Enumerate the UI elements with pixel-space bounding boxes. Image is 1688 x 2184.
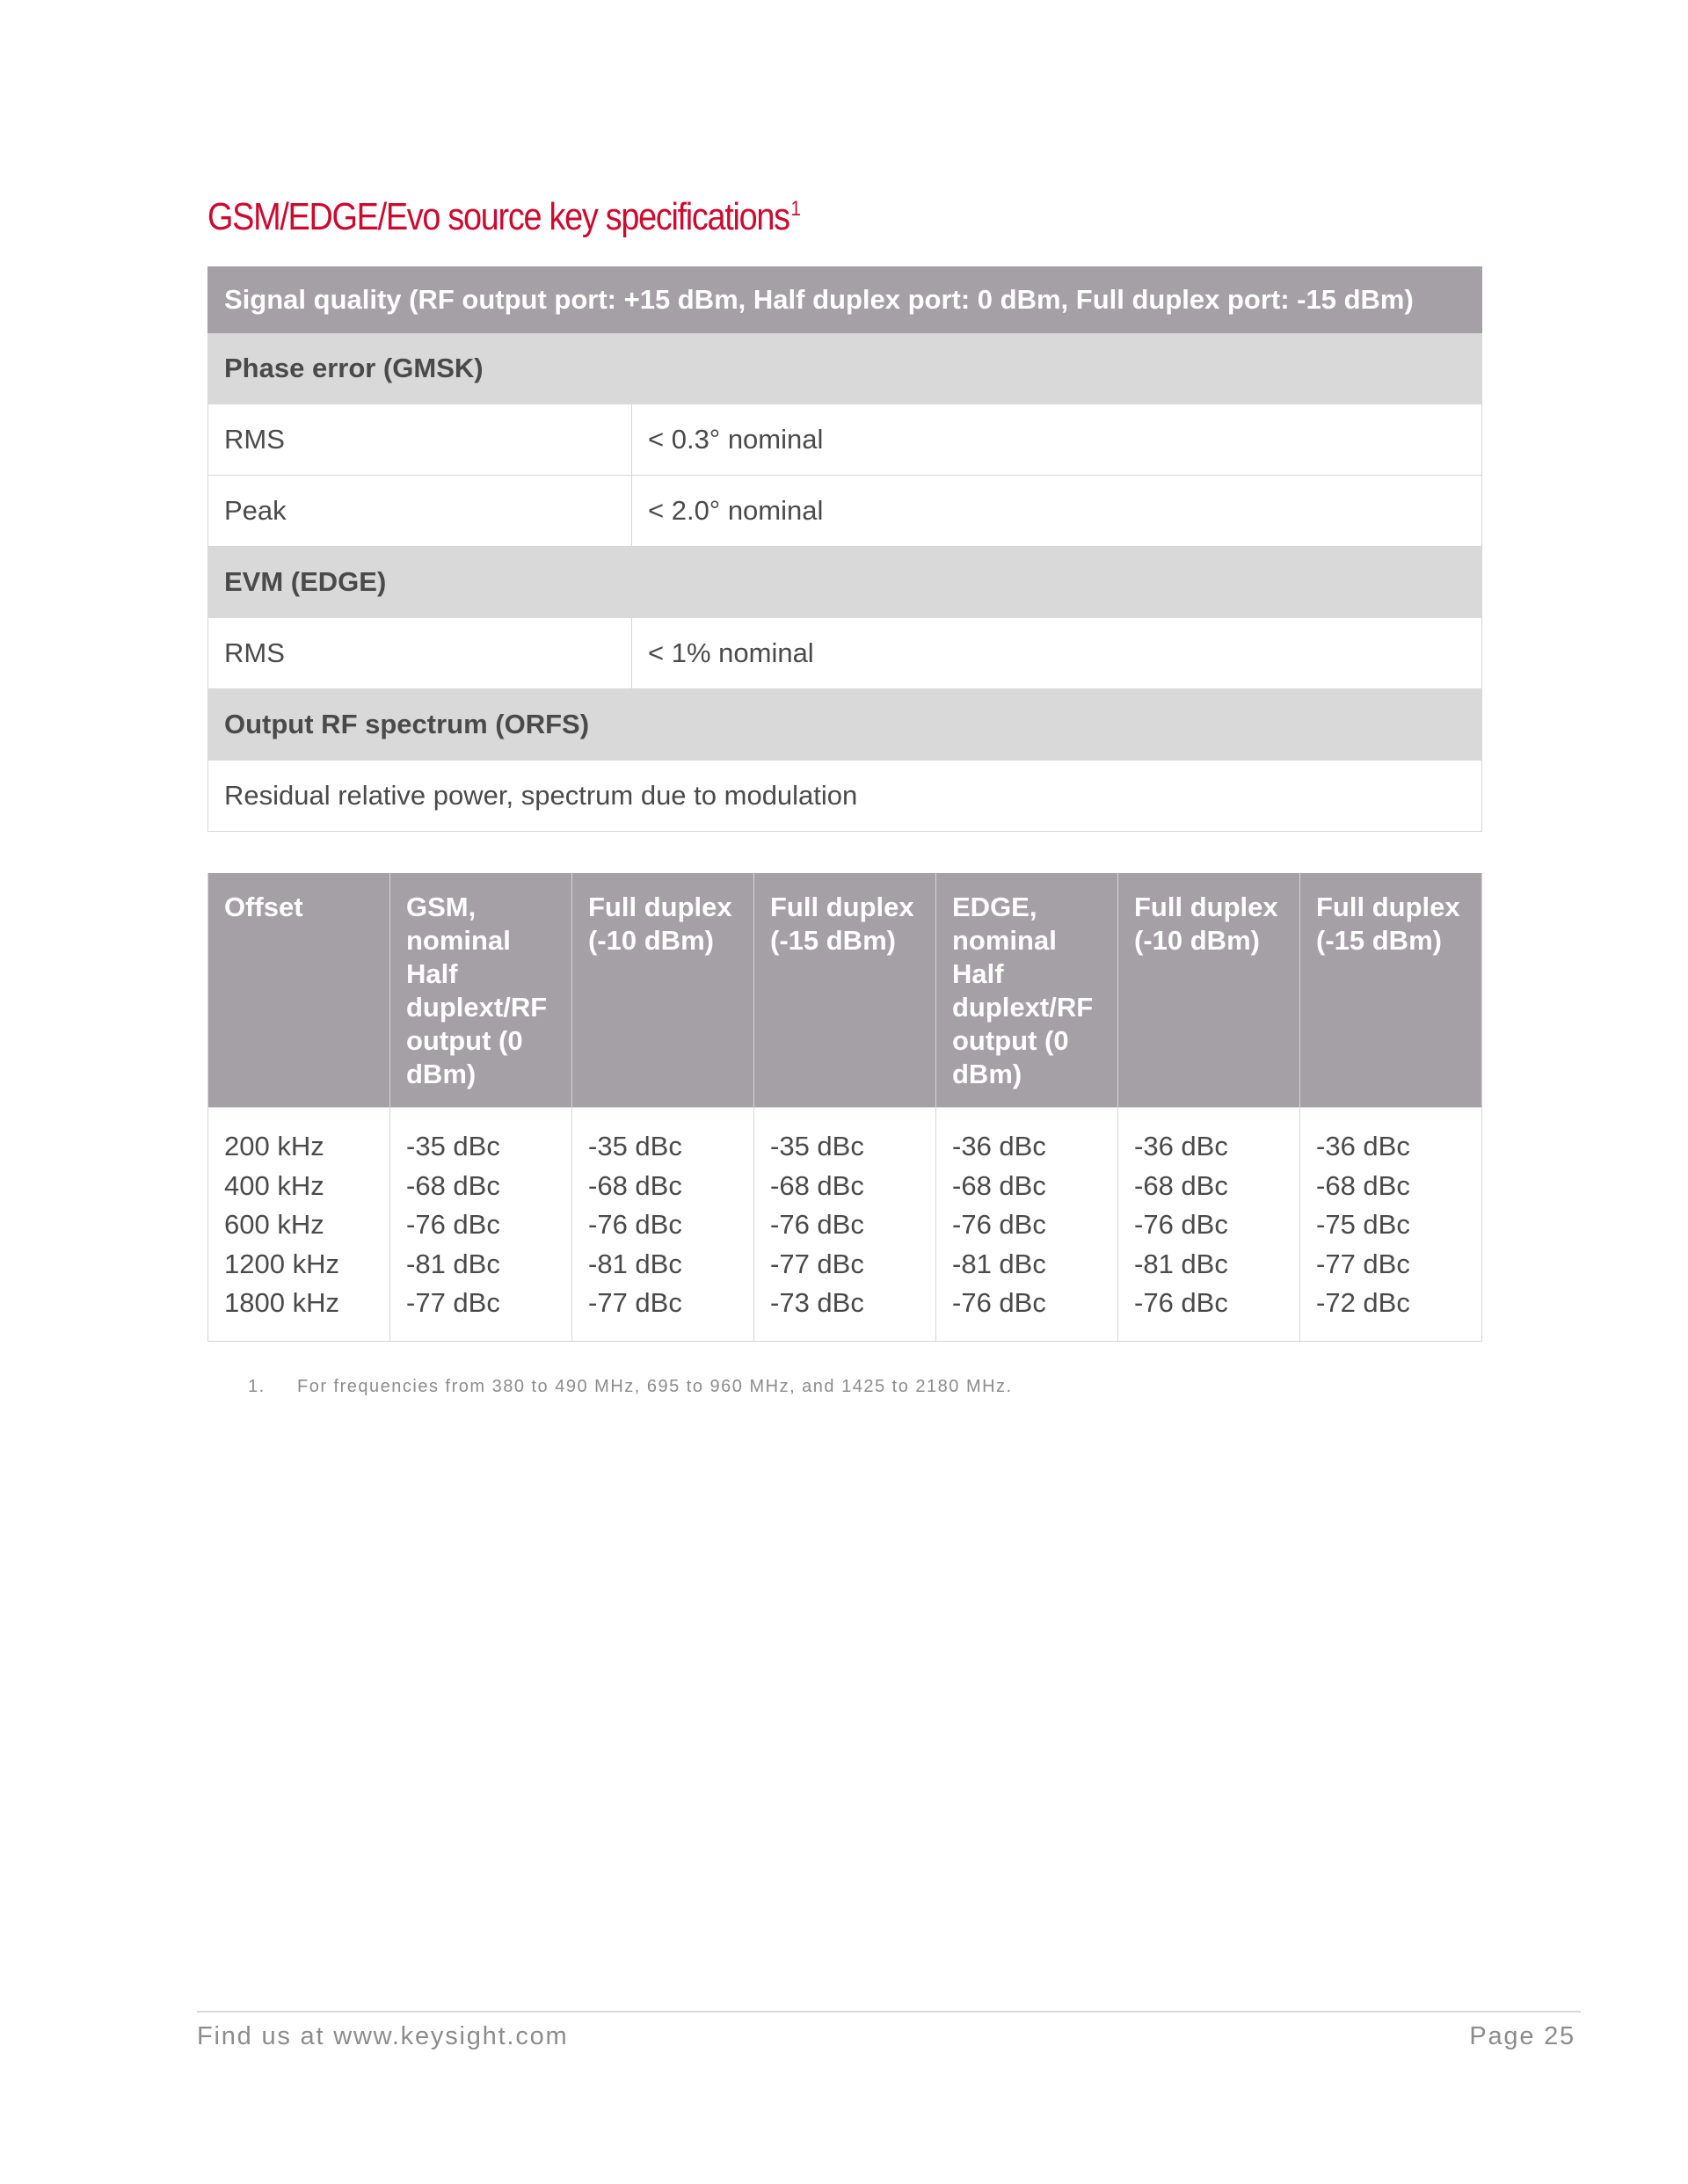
footer-page-number: Page 25: [1469, 2022, 1575, 2050]
footer-divider: [197, 2011, 1581, 2013]
orfs-gsm-full-duplex-15-column: [754, 1108, 936, 1342]
orfs-cell: -36 dBc: [952, 1131, 1046, 1161]
orfs-gsm-full-duplex-10-column: [572, 1108, 754, 1342]
footer-website: Find us at www.keysight.com: [197, 2022, 569, 2050]
evm-heading: EVM (EDGE): [208, 547, 1482, 618]
orfs-header-edge-full-duplex-15: Full duplex (-15 dBm): [1300, 873, 1482, 1108]
footnote: [248, 1377, 1013, 1397]
orfs-cell: -77 dBc: [588, 1287, 682, 1318]
phase-error-rms-label: RMS: [208, 404, 632, 476]
orfs-description: Residual relative power, spectrum due to modulation: [208, 761, 1482, 832]
evm-section-row: [208, 547, 1482, 618]
orfs-header-gsm-half-duplex: GSM, nominal Half duplext/RF output (0 dBm): [390, 873, 572, 1108]
evm-rms-label: RMS: [208, 618, 632, 689]
orfs-cell: -35 dBc: [588, 1131, 682, 1161]
signal-quality-header-row: [208, 267, 1482, 333]
title-footnote-ref: 1: [790, 197, 800, 222]
phase-error-section-row: [208, 333, 1482, 404]
orfs-header-gsm-full-duplex-15: Full duplex (-15 dBm): [754, 873, 936, 1108]
evm-rms-value: < 1% nominal: [632, 618, 1482, 689]
orfs-cell: 1200 kHz: [224, 1248, 339, 1279]
table-row: [208, 1108, 1482, 1342]
table-row: [208, 476, 1482, 547]
orfs-edge-full-duplex-10-column: [1118, 1108, 1300, 1342]
signal-quality-table: [207, 266, 1482, 832]
orfs-cell: 600 kHz: [224, 1209, 324, 1240]
orfs-heading: Output RF spectrum (ORFS): [208, 689, 1482, 761]
orfs-cell: -77 dBc: [406, 1287, 500, 1318]
orfs-cell: -76 dBc: [1134, 1287, 1228, 1318]
orfs-cell: 400 kHz: [224, 1169, 324, 1201]
orfs-cell: 1800 kHz: [224, 1287, 339, 1318]
phase-error-peak-label: Peak: [208, 476, 632, 547]
orfs-cell: -68 dBc: [1134, 1169, 1228, 1201]
orfs-cell: -76 dBc: [952, 1287, 1046, 1318]
phase-error-peak-value: < 2.0° nominal: [632, 476, 1482, 547]
orfs-cell: 200 kHz: [224, 1131, 324, 1161]
orfs-header-edge-half-duplex: EDGE, nominal Half duplext/RF output (0 dBm): [936, 873, 1118, 1108]
orfs-header-row: [208, 873, 1482, 1108]
orfs-cell: -77 dBc: [1316, 1248, 1410, 1279]
orfs-cell: -68 dBc: [952, 1169, 1046, 1201]
orfs-section-row: [208, 689, 1482, 761]
signal-quality-header: Signal quality (RF output port: +15 dBm, Half duplex port: 0 dBm, Full duplex port: -15 dBm): [208, 267, 1482, 333]
orfs-cell: -76 dBc: [952, 1209, 1046, 1240]
orfs-cell: -68 dBc: [406, 1169, 500, 1201]
orfs-cell: -76 dBc: [406, 1209, 500, 1240]
orfs-cell: -75 dBc: [1316, 1209, 1410, 1240]
orfs-edge-full-duplex-15-column: [1300, 1108, 1482, 1342]
table-row: [208, 618, 1482, 689]
orfs-edge-half-duplex-column: [936, 1108, 1118, 1342]
orfs-header-gsm-full-duplex-10: Full duplex (-10 dBm): [572, 873, 754, 1108]
orfs-cell: -68 dBc: [770, 1169, 864, 1201]
orfs-cell: -81 dBc: [952, 1248, 1046, 1279]
page-title: [207, 195, 800, 239]
orfs-cell: -68 dBc: [588, 1169, 682, 1201]
orfs-cell: -72 dBc: [1316, 1287, 1410, 1318]
orfs-cell: -35 dBc: [770, 1131, 864, 1161]
orfs-cell: -35 dBc: [406, 1131, 500, 1161]
orfs-cell: -73 dBc: [770, 1287, 864, 1318]
footnote-text: For frequencies from 380 to 490 MHz, 695 to 960 MHz, and 1425 to 2180 MHz.: [297, 1377, 1013, 1396]
orfs-cell: -81 dBc: [1134, 1248, 1228, 1279]
orfs-offset-column: [208, 1108, 390, 1342]
orfs-cell: -36 dBc: [1316, 1131, 1410, 1161]
phase-error-rms-value: < 0.3° nominal: [632, 404, 1482, 476]
page-title-text: GSM/EDGE/Evo source key specifications: [207, 195, 789, 238]
table-row: [208, 761, 1482, 832]
orfs-cell: -68 dBc: [1316, 1169, 1410, 1201]
orfs-cell: -76 dBc: [770, 1209, 864, 1240]
orfs-cell: -36 dBc: [1134, 1131, 1228, 1161]
orfs-cell: -81 dBc: [588, 1248, 682, 1279]
orfs-table: [207, 873, 1482, 1342]
orfs-cell: -76 dBc: [1134, 1209, 1228, 1240]
table-row: [208, 404, 1482, 476]
phase-error-heading: Phase error (GMSK): [208, 333, 1482, 404]
orfs-header-edge-full-duplex-10: Full duplex (-10 dBm): [1118, 873, 1300, 1108]
orfs-cell: -77 dBc: [770, 1248, 864, 1279]
footnote-number: 1.: [248, 1377, 266, 1396]
orfs-cell: -81 dBc: [406, 1248, 500, 1279]
orfs-cell: -76 dBc: [588, 1209, 682, 1240]
orfs-gsm-half-duplex-column: [390, 1108, 572, 1342]
orfs-header-offset: Offset: [208, 873, 390, 1108]
